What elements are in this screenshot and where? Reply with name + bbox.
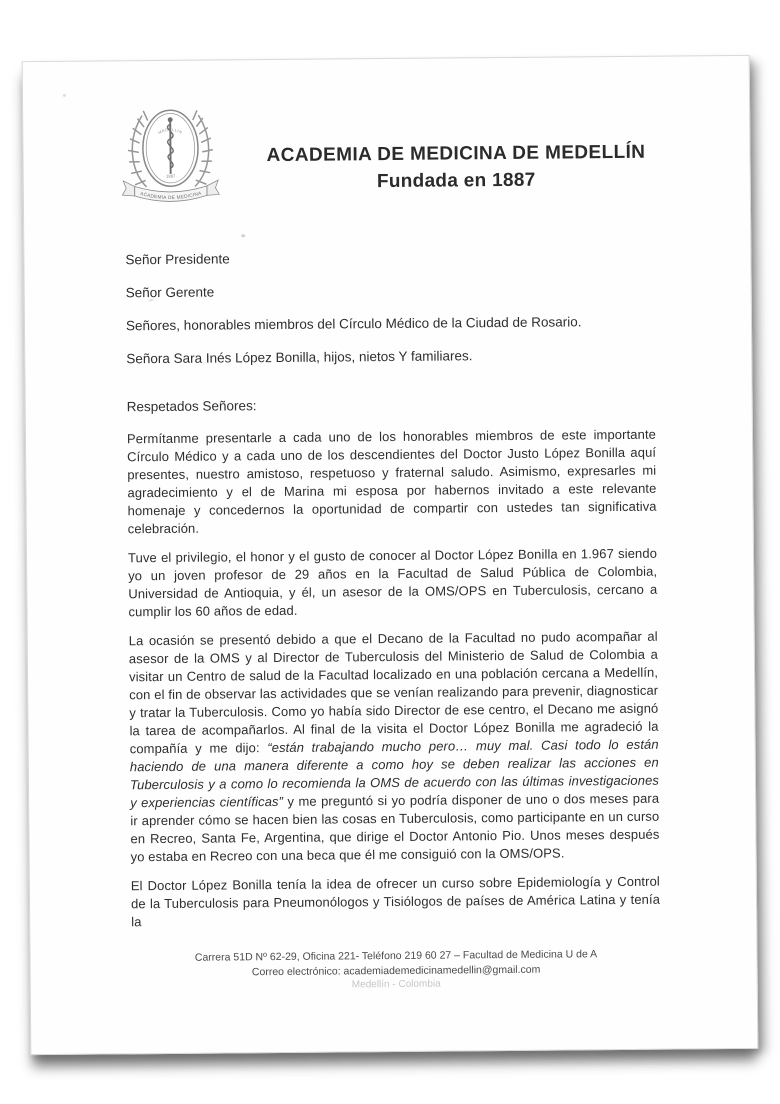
scan-speck	[63, 94, 66, 97]
footer-city: Medellín - Colombia	[351, 978, 441, 991]
paragraph-2: Tuve el privilegio, el honor y el gusto de conocer al Doctor López Bonilla en 1.967 siendo yo un joven profesor de 29 años en la Facultad de Salud Pública de Colombia, Universidad de Antioquia, y él, un asesor de la OMS/OPS en Tuberculosis, cercano a cumplir los 60 años de edad.	[127, 545, 658, 620]
footer-email: Correo electrónico: academiademedicinamedellin@gmail.com	[251, 963, 541, 978]
paragraph-4: El Doctor López Bonilla tenía la idea de ofrecer un curso sobre Epidemiología y Control de la Tuberculosis para Pneumonólogos y Tisiólogos de países de América Latina y tenía la	[130, 873, 661, 930]
letter-footer	[131, 947, 660, 995]
letter-body	[23, 56, 757, 996]
paragraph-3-tail: y me preguntó si yo podría disponer de uno o dos meses para ir aprender cómo se hacen bien las cosas en Tuberculosis, como participante en un curso en Recreo, Santa Fe, Argentina, que dirige el Doctor Antonio Pio. Unos meses después yo estaba en Recreo con una beca que él me consiguió con la OMS/OPS.	[130, 790, 660, 865]
paragraph-3-quote: “están trabajando mucho pero… muy mal. Casi todo lo están haciendo de una manera diferente a como hoy se deben realizar las acciones en Tuberculosis y a como lo recomienda la OMS de acuerdo con las últimas investigaciones y experiencias científicas”	[129, 736, 660, 811]
paragraph-3-lead: La ocasión se presentó debido a que el Decano de la Facultad no pudo acompañar al asesor de la OMS y al Director de Tuberculosis del Ministerio de Salud de Colombia a visitar un Centro de salud de la Facultad localizado en una población cercana a Medellín, con el fin de observar las actividades que se venían realizando para prevenir, diagnosticar y tratar la Tuberculosis. Como yo había sido Director de ese centro, el Decano me asignó la tarea de acompañarlos. Al final de la visita el Doctor López Bonilla me agradeció la compañía y me dijo:	[128, 628, 659, 757]
recipient-line-family: Señora Sara Inés López Bonilla, hijos, nietos Y familiares.	[126, 348, 473, 367]
logo-banner-text: ACADEMIA DE MEDICINA	[139, 191, 203, 202]
letter-page	[22, 55, 759, 1055]
organization-founded: Fundada en 1887	[376, 169, 536, 193]
greeting: Respetados Señores:	[126, 398, 257, 415]
paragraph-3	[129, 628, 660, 867]
scan-speck	[241, 234, 245, 237]
organization-title: ACADEMIA DE MEDICINA DE MEDELLÍN	[266, 141, 646, 167]
recipient-line-members: Señores, honorables miembros del Círculo Médico de la Ciudad de Rosario.	[125, 314, 582, 334]
footer-address: Carrera 51D Nº 62-29, Oficina 221- Teléfono 219 60 27 – Facultad de Medicina U de A	[194, 948, 598, 964]
recipient-line-president: Señor Presidente	[125, 251, 230, 268]
logo-top-text: MEDELLÍN	[157, 127, 183, 135]
paragraph-1: Permítanme presentarle a cada uno de los honorables miembros de este importante Círculo Médico y a cada uno de los descendientes del Doctor Justo López Bonilla aquí presentes, nuestro amistoso, respetuoso y fraternal saludo. Asimismo, expresarles mi agradecimiento y el de Marina mi esposa por habernos invitado a este relevante homenaje y concedernos la oportunidad de compartir con ustedes tan significativa celebración.	[126, 426, 657, 537]
logo-year-text: · 1887 ·	[163, 173, 179, 179]
recipient-line-manager: Señor Gerente	[125, 284, 215, 301]
